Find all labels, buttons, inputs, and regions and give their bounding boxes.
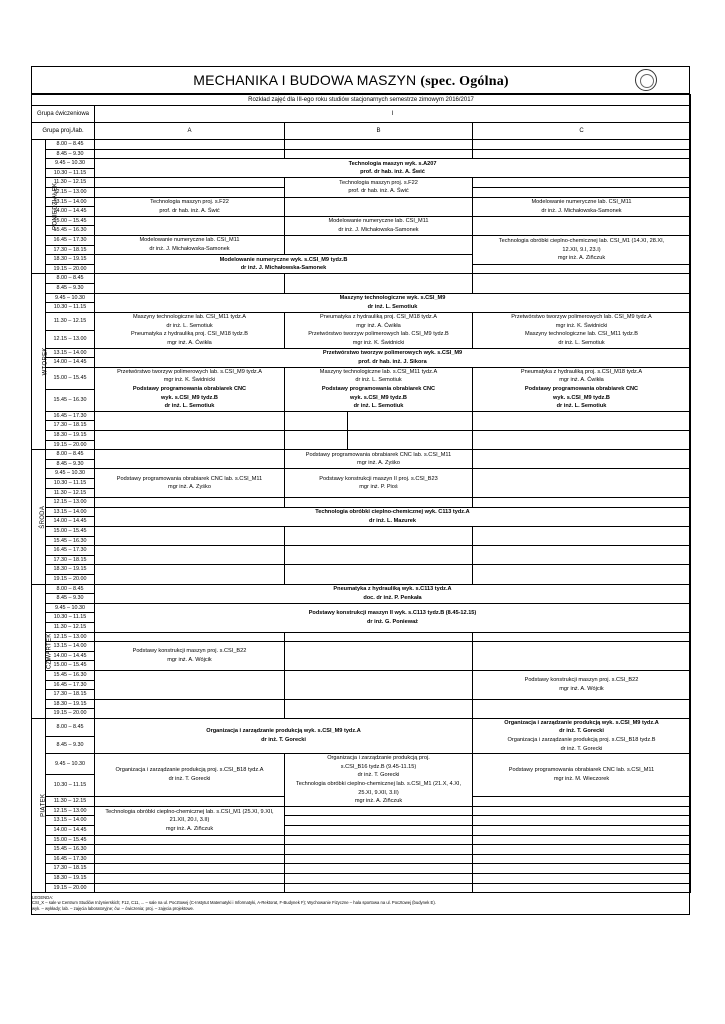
cell-empty (473, 826, 691, 836)
cell-empty (285, 883, 473, 893)
class-entry: Podstawy konstrukcji maszyn proj. s.CSI_B22 mgr inż. A. Wójcik (473, 670, 691, 699)
class-entry: Maszyny technologiczne lab. s.CSI_M11 tydz.A dr inż. L. Semotiuk Podstawy programowania obrabiarek CNC wyk. s.CSI_M9 tydz.B dr inż. L. Semotiuk (285, 367, 473, 411)
cell-empty (285, 864, 473, 874)
cell-empty (473, 845, 691, 855)
time-slot: 10.30 – 11.15 (46, 479, 95, 489)
time-slot: 19.15 – 20.00 (46, 709, 95, 719)
class-entry: Pneumatyka z hydrauliką proj. CSI_M18 tydz.A mgr inż. A. Ćwikła Przetwórstwo tworzyw polimerowych lab. CSI_M9 tydz.B mgr inż. K. Świdnicki (285, 312, 473, 348)
grupa-cw-label: Grupa ćwiczeniowa (32, 106, 95, 123)
time-slot: 18.30 – 19.15 (46, 873, 95, 883)
cell-empty (473, 883, 691, 893)
cell-empty (285, 546, 473, 565)
cell-empty (348, 411, 473, 430)
cell-empty (285, 845, 473, 855)
time-slot: 19.15 – 20.00 (46, 574, 95, 584)
cell-empty (473, 149, 691, 159)
cell-empty (473, 216, 691, 235)
time-slot: 15.45 – 16.30 (46, 389, 95, 411)
day-wednesday: ŚRODA (32, 450, 46, 584)
time-slot: 15.00 – 15.45 (46, 216, 95, 226)
cell-empty (473, 274, 691, 293)
class-entry: Podstawy programowania obrabiarek CNC lab. s.CSI_M11 mgr inż. A. Zyśko (95, 469, 285, 498)
time-slot: 11.30 – 12.15 (46, 488, 95, 498)
title-bar (31, 66, 690, 94)
cell-empty (285, 670, 473, 699)
cell-empty (95, 854, 285, 864)
cell-empty (285, 816, 473, 826)
cell-empty (285, 565, 473, 584)
time-slot: 18.30 – 19.15 (46, 255, 95, 265)
time-slot: 9.45 – 10.30 (46, 293, 95, 303)
cell-empty (95, 498, 285, 508)
page-title: MECHANIKA I BUDOWA MASZYN (spec. Ogólna) (193, 72, 509, 89)
cell-empty (473, 835, 691, 845)
cell-empty (95, 431, 285, 450)
time-slot: 15.45 – 16.30 (46, 536, 95, 546)
cell-empty (95, 216, 285, 235)
cell-empty (95, 883, 285, 893)
time-slot: 11.30 – 12.15 (46, 622, 95, 632)
time-slot: 13.15 – 14.00 (46, 816, 95, 826)
time-slot: 10.30 – 11.15 (46, 613, 95, 623)
time-slot: 10.30 – 11.15 (46, 775, 95, 796)
cell-empty (95, 411, 285, 430)
group-header-a: A (95, 123, 285, 140)
cell-empty (95, 873, 285, 883)
legend-line: CSI_X – sale w Centrum Studiów Inżynierskich; F12, C11, ... – sale na ul. Pocztowej (C-Instytut Matematyki i Informatyki, A-Rektorat, F-Budynek F); Wychowanie Fizyczne – hala sportowa na ul. Pocztowej (budynek E). (32, 900, 436, 906)
time-slot: 16.45 – 17.30 (46, 546, 95, 556)
time-slot: 12.15 – 13.00 (46, 632, 95, 642)
class-entry: Technologia obróbki cieplno-chemicznej lab. s.CSI_M1 (25.XI, 9.XII, 21.XII, 20.I, 3.II) mgr inż. A. Ziñczuk (95, 806, 285, 835)
time-slot: 12.15 – 13.00 (46, 498, 95, 508)
cell-empty (473, 632, 691, 642)
time-slot: 8.45 – 9.30 (46, 149, 95, 159)
time-slot: 13.15 – 14.00 (46, 197, 95, 207)
time-slot: 11.30 – 12.15 (46, 178, 95, 188)
cell-empty (285, 431, 348, 450)
time-slot: 17.30 – 18.15 (46, 421, 95, 431)
cell-empty (473, 699, 691, 718)
grupa-proj-label: Grupa proj./lab. (32, 123, 95, 140)
cell-empty (285, 197, 473, 216)
time-slot: 8.45 – 9.30 (46, 459, 95, 469)
time-slot: 8.00 – 8.45 (46, 140, 95, 150)
cell-empty (473, 873, 691, 883)
class-entry: Przetwórstwo tworzyw polimerowych lab. s.CSI_M9 tydz.A mgr inż. K. Świdnicki Podstawy programowania obrabiarek CNC wyk. s.CSI_M9 tydz.B dr inż. L. Semotiuk (95, 367, 285, 411)
time-slot: 19.15 – 20.00 (46, 264, 95, 274)
legend-line: wyk. – wykłady; lab. – zajęcia laboratoryjne; ćw. – ćwiczenia; proj. – zajęcia projektowe. (32, 905, 194, 911)
cell-empty (473, 527, 691, 546)
cell-empty (285, 806, 473, 816)
time-slot: 8.45 – 9.30 (46, 283, 95, 293)
time-slot: 18.30 – 19.15 (46, 699, 95, 709)
class-entry: Organizacja i zarządzanie produkcją proj. s.CSI_B18 tydz.A dr inż. T. Gorecki (95, 754, 285, 796)
class-entry: Technologia maszyn proj. s.F22 prof. dr hab. inż. A. Świć (95, 197, 285, 216)
cell-empty (473, 642, 691, 671)
time-slot: 15.45 – 16.30 (46, 845, 95, 855)
time-slot: 17.30 – 18.15 (46, 555, 95, 565)
cell-empty (473, 546, 691, 565)
time-slot: 9.45 – 10.30 (46, 159, 95, 169)
class-entry: Organizacja i zarządzanie produkcją wyk. s.CSI_M9 tydz.A dr inż. T. Gorecki Organizacja i zarządzanie produkcją proj. s.CSI_B18 tydz.B dr inż. T. Gorecki (473, 718, 691, 753)
cell-empty (285, 699, 473, 718)
time-slot: 8.45 – 9.30 (46, 736, 95, 754)
class-entry: Modelowanie numeryczne lab. CSI_M11 dr inż. J. Michałowska-Samonek (285, 216, 473, 235)
cell-empty (285, 274, 473, 293)
class-entry: Podstawy programowania obrabiarek CNC lab. s.CSI_M11 mgr inż. A. Zyśko (285, 450, 473, 469)
time-slot: 15.00 – 15.45 (46, 835, 95, 845)
cell-empty (473, 498, 691, 508)
class-entry: Podstawy konstrukcji maszyn II wyk. s.C113 tydz.B (8.45-12.15) dr inż. G. Ponieważ (95, 603, 691, 632)
cell-empty (95, 632, 285, 642)
cell-empty (473, 411, 691, 430)
cell-empty (473, 264, 691, 274)
class-entry: Maszyny technologiczne wyk. s.CSI_M9 dr inż. L. Semotiuk (95, 293, 691, 312)
cell-empty (348, 431, 473, 450)
cell-empty (95, 527, 285, 546)
time-slot: 17.30 – 18.15 (46, 864, 95, 874)
cell-empty (473, 469, 691, 498)
cell-empty (95, 187, 285, 197)
time-slot: 19.15 – 20.00 (46, 883, 95, 893)
time-slot: 14.00 – 14.45 (46, 207, 95, 217)
legend-title: LEGENDA: (32, 895, 54, 900)
cell-empty (285, 632, 473, 642)
schedule-table (31, 94, 691, 893)
time-slot: 16.45 – 17.30 (46, 235, 95, 245)
cell-empty (285, 527, 473, 546)
time-slot: 18.30 – 19.15 (46, 565, 95, 575)
time-slot: 16.45 – 17.30 (46, 854, 95, 864)
day-friday: PIĄTEK (32, 718, 46, 892)
time-slot: 8.00 – 8.45 (46, 584, 95, 594)
time-slot: 14.00 – 14.45 (46, 358, 95, 368)
time-slot: 10.30 – 11.15 (46, 303, 95, 313)
cell-empty (95, 140, 285, 150)
class-entry: Modelowanie numeryczne wyk. s.CSI_M9 tydz.B dr inż. J. Michałowska-Samonek (95, 255, 473, 274)
time-slot: 9.45 – 10.30 (46, 754, 95, 775)
cell-empty (473, 431, 691, 450)
time-slot: 11.30 – 12.15 (46, 312, 95, 330)
group-header-c: C (473, 123, 691, 140)
day-thursday: CZWARTEK (32, 584, 46, 718)
time-slot: 8.45 – 9.30 (46, 594, 95, 604)
cell-empty (285, 835, 473, 845)
cell-empty (473, 178, 691, 188)
class-entry: Pneumatyka z hydrauliką proj. s.CSI_M18 tydz.A mgr inż. A. Ćwikła Podstawy programowania obrabiarek CNC wyk. s.CSI_M9 tydz.B dr inż. L. Semotiuk (473, 367, 691, 411)
cell-empty (285, 854, 473, 864)
cell-empty (285, 149, 473, 159)
university-seal-icon (635, 69, 657, 91)
time-slot: 16.45 – 17.30 (46, 680, 95, 690)
class-entry: Technologia maszyn wyk. s.A207 prof. dr hab. inż. A. Świć (95, 159, 691, 178)
time-slot: 8.00 – 8.45 (46, 450, 95, 460)
cell-empty (473, 140, 691, 150)
cell-empty (95, 450, 285, 469)
cell-empty (95, 670, 285, 699)
time-slot: 15.00 – 15.45 (46, 661, 95, 671)
cell-empty (473, 806, 691, 816)
cell-empty (473, 816, 691, 826)
time-slot: 12.15 – 13.00 (46, 330, 95, 348)
time-slot: 12.15 – 13.00 (46, 187, 95, 197)
class-entry: Technologia obróbki cieplno-chemicznej lab. CSI_M1 (14.XI, 28.XI, 12.XII, 9.I, 23.I) mgr inż. A. Ziñczuk (473, 235, 691, 264)
cell-empty (285, 411, 348, 430)
cell-empty (285, 235, 473, 254)
cell-empty (473, 864, 691, 874)
cell-empty (285, 642, 473, 671)
cell-empty (95, 546, 285, 565)
time-slot: 14.00 – 14.45 (46, 517, 95, 527)
legend (32, 895, 682, 911)
time-slot: 8.00 – 8.45 (46, 718, 95, 736)
class-entry: Maszyny technologiczne lab. CSI_M11 tydz.A dr inż. L. Semotiuk Pneumatyka z hydrauliką proj. CSI_M18 tydz.B mgr inż. A. Ćwikła (95, 312, 285, 348)
time-slot: 11.30 – 12.15 (46, 796, 95, 806)
class-entry: Pneumatyka z hydrauliką wyk. s.C113 tydz.A doc. dr inż. P. Penkała (95, 584, 691, 603)
class-entry: Podstawy konstrukcji maszyn II proj. s.CSI_B23 mgr inż. P. Pioś (285, 469, 473, 498)
class-entry: Organizacja i zarządzanie produkcją wyk. s.CSI_M9 tydz.A dr inż. T. Gorecki (95, 718, 473, 753)
class-entry: Modelowanie numeryczne lab. CSI_M11 dr inż. J. Michałowska-Samonek (95, 235, 285, 254)
time-slot: 15.00 – 15.45 (46, 527, 95, 537)
class-entry: Technologia obróbki cieplno-chemicznej wyk. C113 tydz.A dr inż. L. Mazurek (95, 507, 691, 526)
time-slot: 17.30 – 18.15 (46, 690, 95, 700)
cell-empty (473, 565, 691, 584)
cell-empty (95, 699, 285, 718)
day-monday: PONIEDZIAŁEK (32, 140, 46, 274)
cell-empty (95, 845, 285, 855)
cell-empty (285, 140, 473, 150)
time-slot: 15.45 – 16.30 (46, 670, 95, 680)
time-slot: 12.15 – 13.00 (46, 806, 95, 816)
time-slot: 13.15 – 14.00 (46, 507, 95, 517)
class-entry: Organizacja i zarządzanie produkcją proj. s.CSI_B16 tydz.B (9.45-11.15) dr inż. T. Gorecki Technologia obróbki cieplno-chemicznej lab. s.CSI_M1 (21.X, 4.XI, 25.XI, 9.XII, 3.II) mgr inż. A. Ziñczuk (285, 754, 473, 807)
time-slot: 16.45 – 17.30 (46, 411, 95, 421)
time-slot: 9.45 – 10.30 (46, 603, 95, 613)
time-slot: 14.00 – 14.45 (46, 651, 95, 661)
time-slot: 18.30 – 19.15 (46, 431, 95, 441)
cell-empty (285, 498, 473, 508)
time-slot: 14.00 – 14.45 (46, 826, 95, 836)
time-slot: 17.30 – 18.15 (46, 245, 95, 255)
time-slot: 9.45 – 10.30 (46, 469, 95, 479)
time-slot: 8.00 – 8.45 (46, 274, 95, 284)
cell-empty (95, 274, 285, 293)
cell-empty (95, 835, 285, 845)
time-slot: 13.15 – 14.00 (46, 348, 95, 358)
schedule-subtitle: Rozkład zajęć dla III-ego roku studiów stacjonarnych semestrze zimowym 2016/2017 (32, 95, 691, 106)
cell-empty (285, 873, 473, 883)
cell-empty (95, 864, 285, 874)
grupa-cw-value: I (95, 106, 691, 123)
class-entry: Przetwórstwo tworzyw polimerowych wyk. s.CSI_M9 prof. dr hab. inż. J. Sikora (95, 348, 691, 367)
time-slot: 19.15 – 20.00 (46, 440, 95, 450)
time-slot: 15.00 – 15.45 (46, 367, 95, 389)
time-slot: 10.30 – 11.15 (46, 168, 95, 178)
cell-empty (473, 796, 691, 806)
cell-empty (285, 826, 473, 836)
cell-empty (95, 178, 285, 188)
day-tuesday: WTOREK (32, 274, 46, 450)
class-entry: Technologia maszyn proj. s.F22 prof. dr hab. inż. A. Świć (285, 178, 473, 197)
time-slot: 15.45 – 16.30 (46, 226, 95, 236)
class-entry: Przetwórstwo tworzyw polimerowych lab. CSI_M9 tydz.A mgr inż. K. Świdnicki Maszyny technologiczne lab. CSI_M11 tydz.B dr inż. L. Semotiuk (473, 312, 691, 348)
cell-empty (95, 149, 285, 159)
class-entry: Podstawy programowania obrabiarek CNC lab. s.CSI_M11 mgr inż. M. Wieczorek (473, 754, 691, 796)
cell-empty (473, 450, 691, 469)
group-header-b: B (285, 123, 473, 140)
cell-empty (473, 187, 691, 197)
time-slot: 13.15 – 14.00 (46, 642, 95, 652)
class-entry: Modelowanie numeryczne lab. CSI_M11 dr inż. J. Michałowska-Samonek (473, 197, 691, 216)
cell-empty (473, 854, 691, 864)
cell-empty (95, 796, 285, 806)
cell-empty (95, 565, 285, 584)
class-entry: Podstawy konstrukcji maszyn proj. s.CSI_B22 mgr inż. A. Wójcik (95, 642, 285, 671)
